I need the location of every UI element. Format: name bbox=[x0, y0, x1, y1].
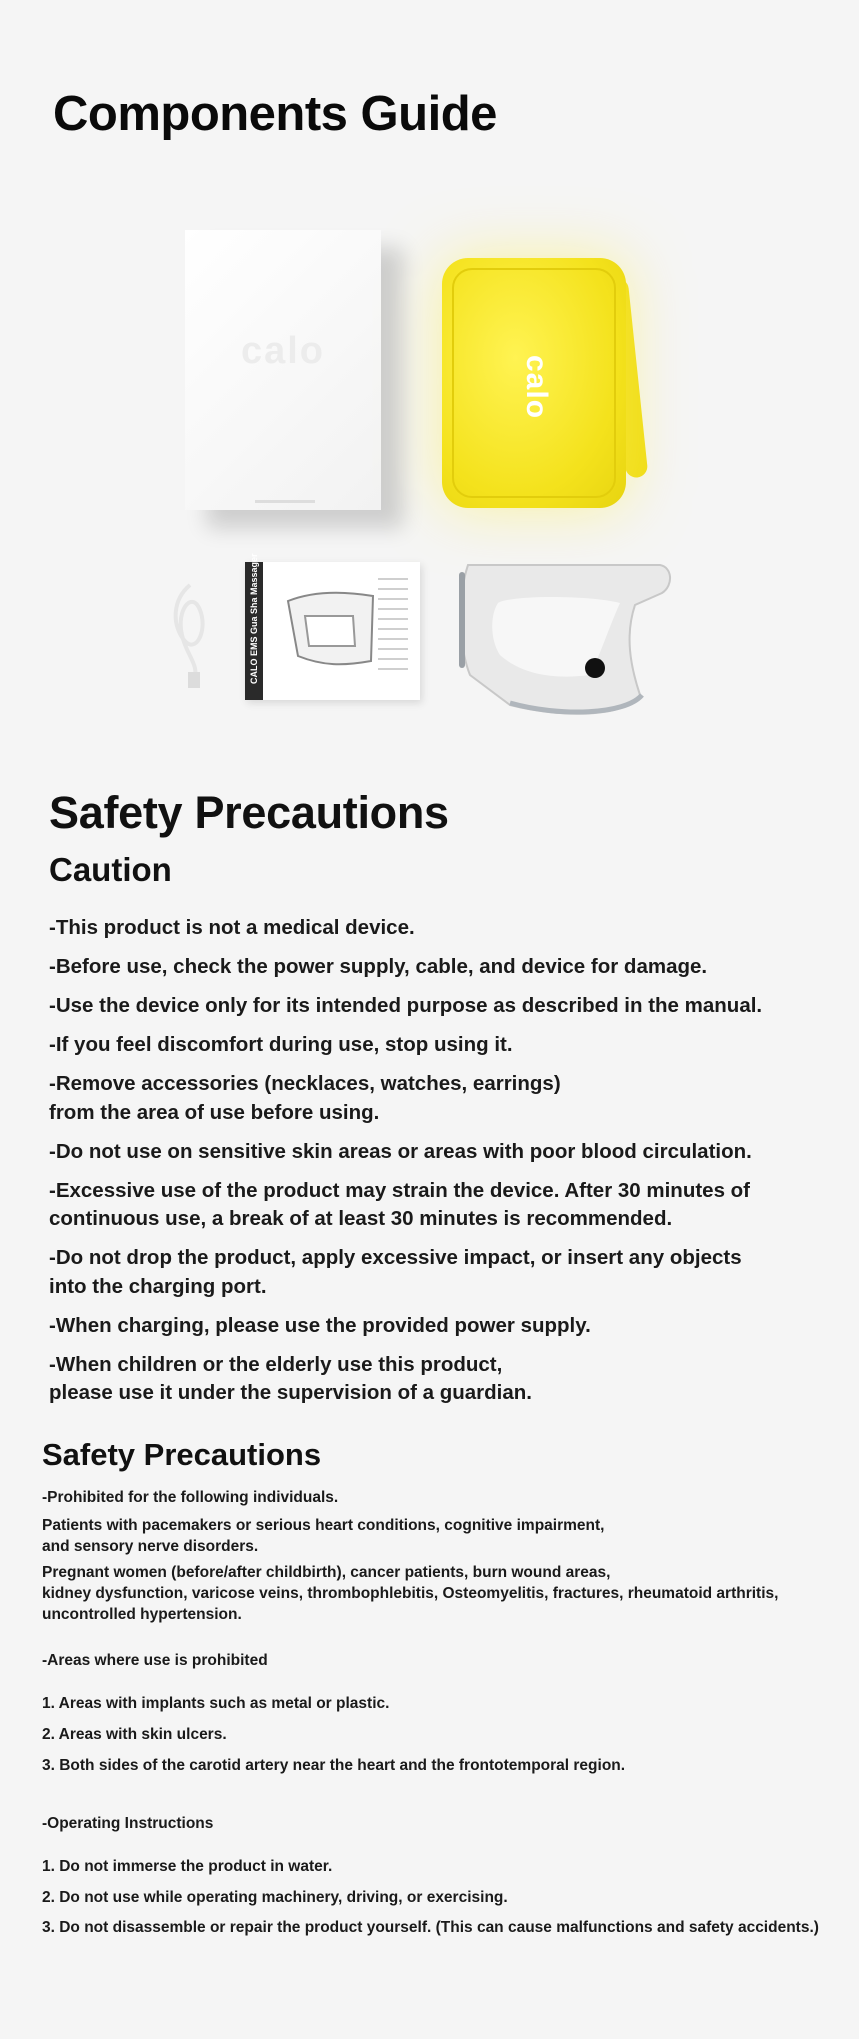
caution-item: -Excessive use of the product may strain the device. After 30 minutes of continuous use, a break of at least 30 minutes is recommended. bbox=[49, 1178, 751, 1230]
caution-list bbox=[49, 914, 829, 1418]
caution-item: -Before use, check the power supply, cable, and device for damage. bbox=[49, 955, 708, 978]
product-box bbox=[185, 230, 381, 510]
caution-item: -Use the device only for its intended purpose as described in the manual. bbox=[49, 994, 763, 1017]
caution-item: -When charging, please use the provided power supply. bbox=[49, 1313, 591, 1337]
gua-sha-device-icon bbox=[450, 555, 680, 725]
box-stripe bbox=[255, 500, 315, 503]
operating-item: 1. Do not immerse the product in water. bbox=[42, 1858, 333, 1875]
caution-item: -If you feel discomfort during use, stop using it. bbox=[49, 1033, 513, 1056]
caution-item: -Remove accessories (necklaces, watches, earrings) from the area of use before using. bbox=[49, 1072, 561, 1124]
areas-item: 1. Areas with implants such as metal or plastic. bbox=[42, 1695, 390, 1712]
caution-heading: Caution bbox=[49, 851, 172, 888]
user-manual-card bbox=[245, 553, 420, 700]
caution-item: -Do not use on sensitive skin areas or areas with poor blood circulation. bbox=[49, 1139, 752, 1163]
product-photo bbox=[150, 210, 710, 750]
caution-item: -This product is not a medical device. bbox=[49, 916, 415, 939]
components-guide-title: Components Guide bbox=[53, 87, 497, 141]
operating-item: 2. Do not use while operating machinery, driving, or exercising. bbox=[42, 1889, 508, 1906]
device-outline-icon bbox=[283, 586, 378, 676]
card-spine-label: CALO EMS Gua Sha Massager bbox=[249, 553, 259, 684]
caution-item: -Do not drop the product, apply excessive impact, or insert any objects into the charging port. bbox=[49, 1246, 742, 1298]
yellow-pouch bbox=[442, 258, 626, 508]
card-text-lines bbox=[378, 578, 408, 678]
safety-precautions-title: Safety Precautions bbox=[49, 787, 449, 838]
safety-precautions-subtitle: Safety Precautions bbox=[42, 1437, 322, 1472]
box-brand-logo: calo bbox=[240, 330, 326, 372]
operating-item: 3. Do not disassemble or repair the product yourself. (This can cause malfunctions and safety accidents.) bbox=[42, 1919, 819, 1936]
operating-heading: -Operating Instructions bbox=[42, 1815, 214, 1832]
areas-item: 3. Both sides of the carotid artery near the heart and the frontotemporal region. bbox=[42, 1757, 626, 1774]
pouch-brand-logo: calo bbox=[520, 354, 554, 420]
areas-item: 2. Areas with skin ulcers. bbox=[42, 1726, 227, 1743]
caution-item: -When children or the elderly use this product, please use it under the supervision of a guardian. bbox=[49, 1352, 533, 1404]
card-spine bbox=[245, 553, 263, 700]
prohibited-paragraph: Pregnant women (before/after childbirth), cancer patients, burn wound areas, kidney dysfunction, varicose veins, thrombophlebitis, Osteomyelitis, fractures, rheumatoid arthritis, uncontrolled hypertension. bbox=[42, 1564, 779, 1623]
areas-heading: -Areas where use is prohibited bbox=[42, 1652, 268, 1669]
prohibited-heading: -Prohibited for the following individuals. bbox=[42, 1489, 339, 1506]
usb-cable-icon bbox=[170, 580, 210, 690]
prohibited-paragraph: Patients with pacemakers or serious heart conditions, cognitive impairment, and sensory nerve disorders. bbox=[42, 1517, 605, 1555]
